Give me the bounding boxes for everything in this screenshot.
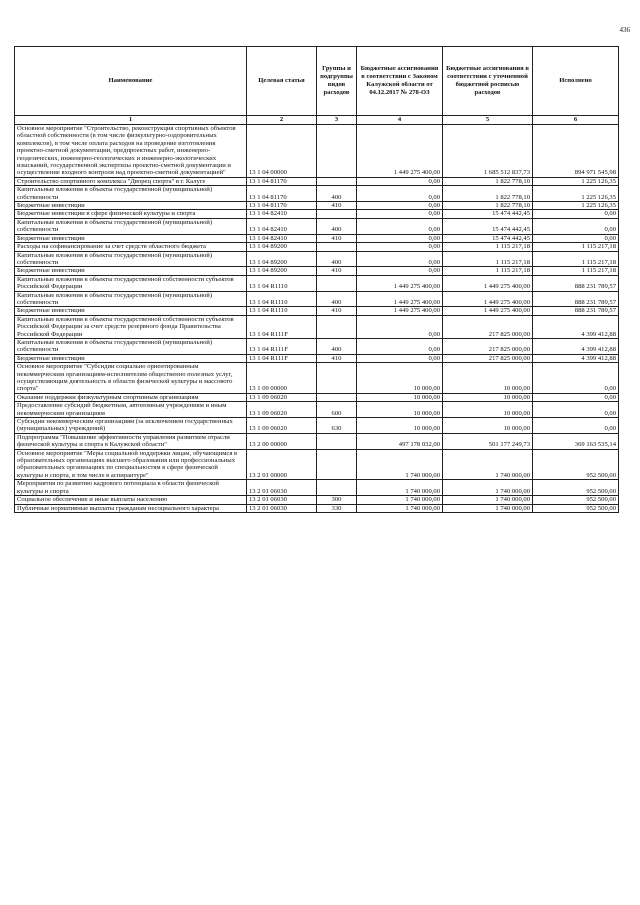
- row-executed-amount: 888 231 789,57: [533, 307, 619, 315]
- row-name: Капитальные вложения в объекты государственной (муниципальной) собственности: [15, 338, 247, 354]
- row-name: Предоставление субсидий бюджетным, автономным учреждениям и иным некоммерческим организациям: [15, 402, 247, 418]
- row-expense-group: 410: [317, 307, 357, 315]
- row-law-amount: 10 000,00: [357, 402, 443, 418]
- row-refined-amount: 1 740 000,00: [443, 449, 533, 480]
- table-row: [15, 354, 619, 362]
- budget-table: [14, 46, 619, 513]
- row-name: Бюджетные инвестиции: [15, 202, 247, 210]
- row-law-amount: 1 449 275 400,00: [357, 125, 443, 178]
- row-name: Основное мероприятие "Строительство, реконструкция спортивных объектов областной собственности (в том числе физкультурно-оздоровительных комплексов), в том числе оплата расходов на проведение изготовления проектно-сметной документации, предпроектных работ, инженерно-геодезических, инженерно-геологических и инженерно-экологических изысканий, государственной экспертизы проектно-сметной документации и осуществление входного контроля над проектно-сметной документацией": [15, 125, 247, 178]
- row-law-amount: 1 449 275 400,00: [357, 291, 443, 307]
- header-target: Целевая статья: [247, 47, 317, 116]
- row-executed-amount: 4 399 412,88: [533, 354, 619, 362]
- row-target-code: 13 2 01 00000: [247, 449, 317, 480]
- row-target-code: 13 1 04 82410: [247, 210, 317, 218]
- table-row: [15, 177, 619, 185]
- row-refined-amount: 10 000,00: [443, 418, 533, 434]
- row-expense-group: 410: [317, 354, 357, 362]
- row-law-amount: 0,00: [357, 210, 443, 218]
- column-index: 6: [533, 116, 619, 125]
- row-expense-group: 410: [317, 202, 357, 210]
- row-executed-amount: 0,00: [533, 402, 619, 418]
- column-index: 1: [15, 116, 247, 125]
- row-refined-amount: 1 115 217,18: [443, 267, 533, 275]
- column-index: 5: [443, 116, 533, 125]
- row-refined-amount: 217 825 000,00: [443, 315, 533, 338]
- row-law-amount: 0,00: [357, 243, 443, 251]
- row-executed-amount: 1 225 126,35: [533, 186, 619, 202]
- row-target-code: 13 1 04 R1110: [247, 275, 317, 291]
- row-executed-amount: 4 399 412,88: [533, 338, 619, 354]
- page-number: 436: [619, 26, 630, 34]
- column-index: 4: [357, 116, 443, 125]
- row-target-code: 13 1 04 82410: [247, 234, 317, 242]
- row-target-code: 13 1 09 06020: [247, 393, 317, 401]
- row-law-amount: 10 000,00: [357, 418, 443, 434]
- row-refined-amount: 1 115 217,18: [443, 243, 533, 251]
- row-law-amount: 0,00: [357, 186, 443, 202]
- row-refined-amount: 1 740 000,00: [443, 504, 533, 512]
- row-refined-amount: 10 000,00: [443, 393, 533, 401]
- table-row: [15, 449, 619, 480]
- table-row: [15, 267, 619, 275]
- table-row: [15, 186, 619, 202]
- table-row: [15, 202, 619, 210]
- row-name: Основное мероприятие "Субсидии социально ориентированным некоммерческим организациям-исполнителям общественно полезных услуг, осуществляющим деятельность в области физической культуры и массового спорта": [15, 363, 247, 394]
- row-law-amount: 10 000,00: [357, 363, 443, 394]
- row-refined-amount: 15 474 442,45: [443, 234, 533, 242]
- row-executed-amount: 4 399 412,88: [533, 315, 619, 338]
- row-name: Бюджетные инвестиции: [15, 234, 247, 242]
- row-expense-group: [317, 393, 357, 401]
- table-row: [15, 218, 619, 234]
- row-executed-amount: 1 225 126,35: [533, 177, 619, 185]
- row-executed-amount: 952 500,00: [533, 504, 619, 512]
- row-law-amount: 1 449 275 400,00: [357, 275, 443, 291]
- row-target-code: 13 1 04 89200: [247, 251, 317, 267]
- table-row: [15, 275, 619, 291]
- row-expense-group: [317, 480, 357, 496]
- row-expense-group: 400: [317, 218, 357, 234]
- row-expense-group: 630: [317, 418, 357, 434]
- row-target-code: 13 1 09 00000: [247, 363, 317, 394]
- row-law-amount: 0,00: [357, 251, 443, 267]
- row-target-code: 13 1 09 06020: [247, 418, 317, 434]
- row-executed-amount: 1 115 217,18: [533, 251, 619, 267]
- table-row: [15, 433, 619, 449]
- row-refined-amount: 1 449 275 400,00: [443, 275, 533, 291]
- row-law-amount: 10 000,00: [357, 393, 443, 401]
- row-expense-group: 400: [317, 291, 357, 307]
- row-expense-group: 400: [317, 338, 357, 354]
- row-executed-amount: 1 115 217,18: [533, 267, 619, 275]
- header-row: [15, 47, 619, 116]
- row-executed-amount: 888 231 789,57: [533, 275, 619, 291]
- table-row: [15, 234, 619, 242]
- row-name: Капитальные вложения в объекты государственной (муниципальной) собственности: [15, 251, 247, 267]
- row-target-code: 13 1 04 81170: [247, 177, 317, 185]
- row-law-amount: 0,00: [357, 202, 443, 210]
- row-expense-group: [317, 433, 357, 449]
- row-refined-amount: 1 822 778,10: [443, 177, 533, 185]
- column-index-row: [15, 116, 619, 125]
- row-name: Бюджетные инвестиции: [15, 354, 247, 362]
- row-law-amount: 1 449 275 400,00: [357, 307, 443, 315]
- row-refined-amount: 1 822 778,10: [443, 186, 533, 202]
- row-law-amount: 0,00: [357, 267, 443, 275]
- row-executed-amount: 1 225 126,35: [533, 202, 619, 210]
- column-index: 2: [247, 116, 317, 125]
- row-name: Бюджетные инвестиции: [15, 307, 247, 315]
- row-law-amount: 1 740 000,00: [357, 449, 443, 480]
- row-executed-amount: 0,00: [533, 210, 619, 218]
- row-name: Капитальные вложения в объекты государственной (муниципальной) собственности: [15, 218, 247, 234]
- row-executed-amount: 0,00: [533, 234, 619, 242]
- row-refined-amount: 1 449 275 400,00: [443, 291, 533, 307]
- row-target-code: 13 1 04 00000: [247, 125, 317, 178]
- row-expense-group: [317, 177, 357, 185]
- row-target-code: 13 1 09 06020: [247, 402, 317, 418]
- row-name: Капитальные вложения в объекты государственной (муниципальной) собственности: [15, 291, 247, 307]
- row-refined-amount: 1 822 778,10: [443, 202, 533, 210]
- table-row: [15, 363, 619, 394]
- row-target-code: 13 1 04 89200: [247, 243, 317, 251]
- row-law-amount: 0,00: [357, 354, 443, 362]
- header-law: Бюджетные ассигнования в соответствии с Законом Калужской области от 04.12.2017 № 278-ОЗ: [357, 47, 443, 116]
- row-law-amount: 497 178 032,00: [357, 433, 443, 449]
- row-target-code: 13 1 04 R111F: [247, 338, 317, 354]
- row-expense-group: 300: [317, 496, 357, 504]
- row-target-code: 13 1 04 R1110: [247, 291, 317, 307]
- row-executed-amount: 0,00: [533, 393, 619, 401]
- row-executed-amount: 952 500,00: [533, 480, 619, 496]
- row-executed-amount: 0,00: [533, 363, 619, 394]
- row-refined-amount: 1 449 275 400,00: [443, 307, 533, 315]
- row-expense-group: [317, 315, 357, 338]
- header-name: Наименование: [15, 47, 247, 116]
- row-expense-group: [317, 125, 357, 178]
- row-name: Основное мероприятие "Меры социальной поддержки лицам, обучающимся в образовательных организациях высшего образования или профессиональных образовательных организациях по специальностям в сфере физической культуры и спорта, в том числе в аспирантуре": [15, 449, 247, 480]
- table-row: [15, 251, 619, 267]
- row-executed-amount: 894 971 545,98: [533, 125, 619, 178]
- row-executed-amount: 0,00: [533, 218, 619, 234]
- row-name: Капитальные вложения в объекты государственной (муниципальной) собственности: [15, 186, 247, 202]
- table-row: [15, 504, 619, 512]
- table-row: [15, 480, 619, 496]
- header-refined: Бюджетные ассигнования в соответствии с уточненной бюджетной росписью расходов: [443, 47, 533, 116]
- row-refined-amount: 10 000,00: [443, 402, 533, 418]
- row-refined-amount: 15 474 442,45: [443, 218, 533, 234]
- row-law-amount: 0,00: [357, 338, 443, 354]
- row-target-code: 13 2 01 06030: [247, 496, 317, 504]
- row-expense-group: [317, 210, 357, 218]
- row-target-code: 13 2 01 06030: [247, 480, 317, 496]
- row-executed-amount: 952 500,00: [533, 496, 619, 504]
- row-target-code: 13 1 04 82410: [247, 218, 317, 234]
- row-executed-amount: 952 500,00: [533, 449, 619, 480]
- row-law-amount: 1 740 000,00: [357, 480, 443, 496]
- table-row: [15, 210, 619, 218]
- row-name: Мероприятия по развитию кадрового потенциала в области физической культуры и спорта: [15, 480, 247, 496]
- table-row: [15, 418, 619, 434]
- row-name: Расходы на софинансирование за счет средств областного бюджета: [15, 243, 247, 251]
- row-refined-amount: 217 825 000,00: [443, 354, 533, 362]
- row-target-code: 13 1 04 81170: [247, 202, 317, 210]
- header-executed: Исполнено: [533, 47, 619, 116]
- row-executed-amount: 1 115 217,18: [533, 243, 619, 251]
- row-name: Подпрограмма "Повышение эффективности управления развитием отрасли физической культуры и спорта в Калужской области": [15, 433, 247, 449]
- row-refined-amount: 501 177 249,73: [443, 433, 533, 449]
- row-target-code: 13 2 01 06030: [247, 504, 317, 512]
- table-row: [15, 125, 619, 178]
- table-row: [15, 315, 619, 338]
- row-law-amount: 0,00: [357, 177, 443, 185]
- table-row: [15, 338, 619, 354]
- table-row: [15, 291, 619, 307]
- table-row: [15, 402, 619, 418]
- row-expense-group: 400: [317, 186, 357, 202]
- row-executed-amount: 888 231 789,57: [533, 291, 619, 307]
- row-expense-group: [317, 449, 357, 480]
- table-row: [15, 307, 619, 315]
- row-law-amount: 0,00: [357, 218, 443, 234]
- row-expense-group: 330: [317, 504, 357, 512]
- row-target-code: 13 1 04 R1110: [247, 307, 317, 315]
- row-refined-amount: 15 474 442,45: [443, 210, 533, 218]
- row-refined-amount: 1 115 217,18: [443, 251, 533, 267]
- row-law-amount: 0,00: [357, 234, 443, 242]
- row-name: Строительство спортивного комплекса "Дворец спорта" в г. Калуге: [15, 177, 247, 185]
- row-refined-amount: 10 000,00: [443, 363, 533, 394]
- row-refined-amount: 217 825 000,00: [443, 338, 533, 354]
- row-name: Капитальные вложения в объекты государственной собственности субъектов Российской Федерации за счет средств резервного фонда Правительства Российской Федерации: [15, 315, 247, 338]
- row-name: Бюджетные инвестиции в сфере физической культуры и спорта: [15, 210, 247, 218]
- row-name: Бюджетные инвестиции: [15, 267, 247, 275]
- row-target-code: 13 1 04 R111F: [247, 354, 317, 362]
- table-row: [15, 496, 619, 504]
- row-target-code: 13 2 00 00000: [247, 433, 317, 449]
- row-refined-amount: 1 740 000,00: [443, 480, 533, 496]
- row-name: Оказание поддержки физкультурным спортивным организациям: [15, 393, 247, 401]
- row-expense-group: 600: [317, 402, 357, 418]
- row-expense-group: [317, 275, 357, 291]
- row-expense-group: 410: [317, 234, 357, 242]
- row-name: Субсидии некоммерческим организациям (за исключением государственных (муниципальных) учреждений): [15, 418, 247, 434]
- row-target-code: 13 1 04 81170: [247, 186, 317, 202]
- column-index: 3: [317, 116, 357, 125]
- row-law-amount: 0,00: [357, 315, 443, 338]
- row-name: Капитальные вложения в объекты государственной собственности субъектов Российской Федерации: [15, 275, 247, 291]
- row-refined-amount: 1 685 512 837,73: [443, 125, 533, 178]
- row-expense-group: [317, 363, 357, 394]
- row-executed-amount: 0,00: [533, 418, 619, 434]
- row-law-amount: 1 740 000,00: [357, 504, 443, 512]
- table-row: [15, 243, 619, 251]
- row-law-amount: 1 740 000,00: [357, 496, 443, 504]
- table-row: [15, 393, 619, 401]
- row-executed-amount: 369 163 535,14: [533, 433, 619, 449]
- row-name: Социальное обеспечение и иные выплаты населению: [15, 496, 247, 504]
- header-groups: Группы и подгруппы видов расходов: [317, 47, 357, 116]
- row-expense-group: 400: [317, 251, 357, 267]
- row-refined-amount: 1 740 000,00: [443, 496, 533, 504]
- row-expense-group: 410: [317, 267, 357, 275]
- row-target-code: 13 1 04 R111F: [247, 315, 317, 338]
- row-name: Публичные нормативные выплаты гражданам несоциального характера: [15, 504, 247, 512]
- row-target-code: 13 1 04 89200: [247, 267, 317, 275]
- row-expense-group: [317, 243, 357, 251]
